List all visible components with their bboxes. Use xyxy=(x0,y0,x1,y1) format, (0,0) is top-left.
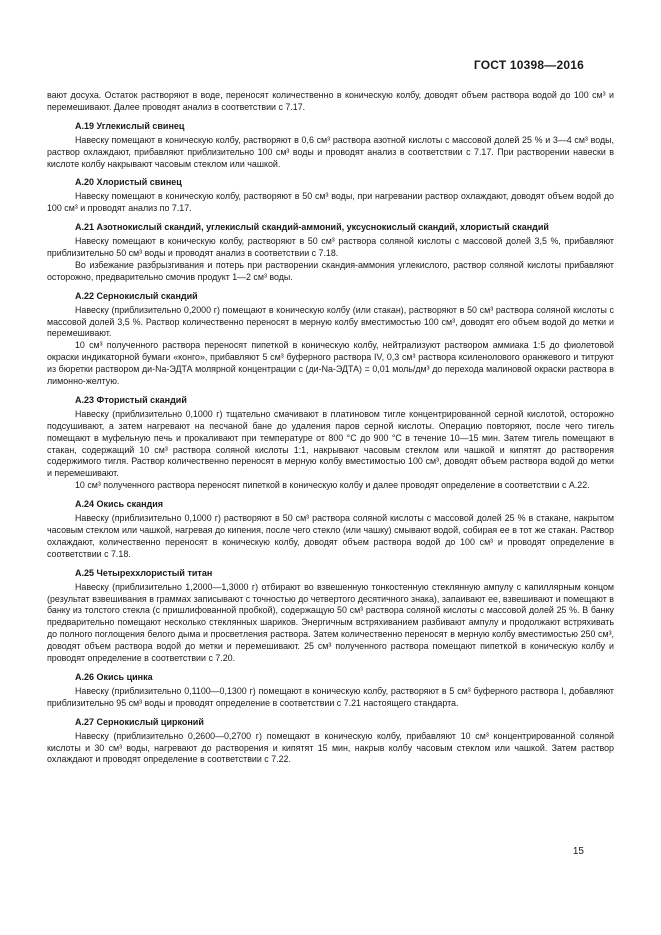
section-heading: А.25 Четыреххлористый титан xyxy=(75,567,213,578)
page-number: 15 xyxy=(572,846,584,857)
paragraph: Навеску (приблизительно 1,2000—1,3000 г) отбирают во взвешенную тонкостенную стеклянную ампулу с капиллярным концом (результат взвешивания в граммах записывают с точностью до четвертого десятичного знака), запаивают ее, взвешивают и помещают в банку из толстого стекла (с пришлифованной пробкой), содержащую 50 см³ раствора соляной кислоты с массовой долей 25 %. В банку предварительно помещают несколько стеклянных шариков. Энергичным встряхиванием разбивают ампулу и продолжают встряхивать до полного поглощения белого дыма и просветления раствора. Затем количественно переносят в мерную колбу вместимостью 250 см³, доводят объем раствора водой до метки и перемешивают. 25 см³ полученного раствора помещают пипеткой в коническую колбу и проводят определение в соответствии с 7.20. xyxy=(47,581,614,664)
section-heading: А.22 Сернокислый скандий xyxy=(75,290,198,301)
paragraph: Навеску помещают в коническую колбу, растворяют в 50 см³ раствора соляной кислоты с массовой долей 3,5 %, прибавляют приблизительно 50 см³ воды и проводят анализ в соответствии с 7.18. xyxy=(47,236,614,258)
section-heading: А.20 Хлористый свинец xyxy=(75,177,182,188)
paragraph: вают досуха. Остаток растворяют в воде, переносят количественно в коническую колбу, доводят объем раствора водой до 100 см³ и перемешивают. Далее проводят анализ в соответствии с 7.17. xyxy=(47,90,614,112)
section-heading: А.19 Углекислый свинец xyxy=(75,120,185,131)
section-heading: А.21 Азотнокислый скандий, углекислый скандий-аммоний, уксуснокислый скандий, хлористый скандий xyxy=(75,222,549,233)
document-body xyxy=(47,90,614,766)
paragraph: Во избежание разбрызгивания и потерь при растворении скандия-аммония углекислого, раствор соляной кислоты прибавляют осторожно, предварительно смочив продукт 1—2 см³ воды. xyxy=(47,259,614,282)
section-heading: А.23 Фтористый скандий xyxy=(75,394,187,405)
section-heading: А.26 Окись цинка xyxy=(75,671,153,682)
section-heading: А.27 Сернокислый цирконий xyxy=(75,716,204,727)
paragraph: Навеску помещают в коническую колбу, растворяют в 50 см³ воды, при нагревании раствор охлаждают, доводят объем водой до 100 см³ и проводят анализ по 7.17. xyxy=(47,191,614,214)
paragraph: 10 см³ полученного раствора переносят пипеткой в коническую колбу, нейтрализуют раствором аммиака 1:5 до фиолетовой окраски индикаторной бумаги «конго», прибавляют 5 см³ буферного раствора IV, 0,3 см³ раствора ксиленолового оранжевого и титруют из бюретки раствором ди-Na-ЭДТА молярной концентрации с (ди-Na-ЭДТА) = 0,01 моль/дм³ до перехода малиновой окраски раствора в лимонно-желтую. xyxy=(47,340,614,387)
paragraph: Навеску (приблизительно 0,2000 г) помещают в коническую колбу (или стакан), растворяют в 50 см³ раствора соляной кислоты с массовой долей 3,5 %. Раствор количественно переносят в мерную колбу вместимостью 100 см³, доводят его объем водой до метки и перемешивают. xyxy=(47,304,614,339)
paragraph: Навеску (приблизительно 0,1000 г) растворяют в 50 см³ раствора соляной кислоты с массовой долей 25 % в стакане, накрытом часовым стеклом или чашкой, нагревая до кипения, после чего стекло (или чашку) смывают водой, собирая ее в тот же стакан. Раствор охлаждают, количественно переносят в коническую колбу, доводят объем раствора водой до 100 см³ и проводят определение в соответствии с 7.18. xyxy=(47,513,614,559)
paragraph: Навеску помещают в коническую колбу, растворяют в 0,6 см³ раствора азотной кислоты с массовой долей 25 % и 3—4 см³ воды, раствор охлаждают, прибавляют приблизительно 100 см³ воды и проводят анализ в соответствии с 7.17. При растворении навески в кислоте колбу накрывают часовым стеклом или чашкой. xyxy=(47,134,614,169)
paragraph: 10 см³ полученного раствора переносят пипеткой в коническую колбу и далее проводят определение в соответствии с А.22. xyxy=(75,480,590,491)
standard-header: ГОСТ 10398—2016 xyxy=(473,58,584,72)
paragraph: Навеску (приблизительно 0,1000 г) тщательно смачивают в платиновом тигле концентрированной серной кислотой, осторожно подсушивают, а затем нагревают на песчаной бане до удаления паров серной кислоты. Операцию повторяют, после чего тигель помещают в муфельную печь и прокаливают при температуре от 800 °С до 900 °С в течение 10—15 мин. Затем тигель помещают в стакан, содержащий 10 см³ раствора соляной кислоты 1:1, накрывают часовым стеклом или чашкой и кипятят до растворения содержимого тигля. Раствор количественно переносят в мерную колбу вместимостью 100 см³, доводят объем раствора водой до метки и перемешивают. xyxy=(47,408,614,479)
paragraph: Навеску (приблизительно 0,1100—0,1300 г) помещают в коническую колбу, растворяют в 5 см³ буферного раствора I, добавляют приблизительно 95 см³ воды и проводят определение в соответствии с 7.21 настоящего стандарта. xyxy=(47,685,614,708)
paragraph: Навеску (приблизительно 0,2600—0,2700 г) помещают в коническую колбу, прибавляют 10 см³ концентрированной соляной кислоты и 30 см³ воды, нагревают до растворения и кипятят 15 мин, накрыв колбу часовым стеклом или чашкой. Затем раствор охлаждают и проводят определение в соответствии с 7.22. xyxy=(47,730,614,765)
section-heading: А.24 Окись скандия xyxy=(75,499,164,510)
